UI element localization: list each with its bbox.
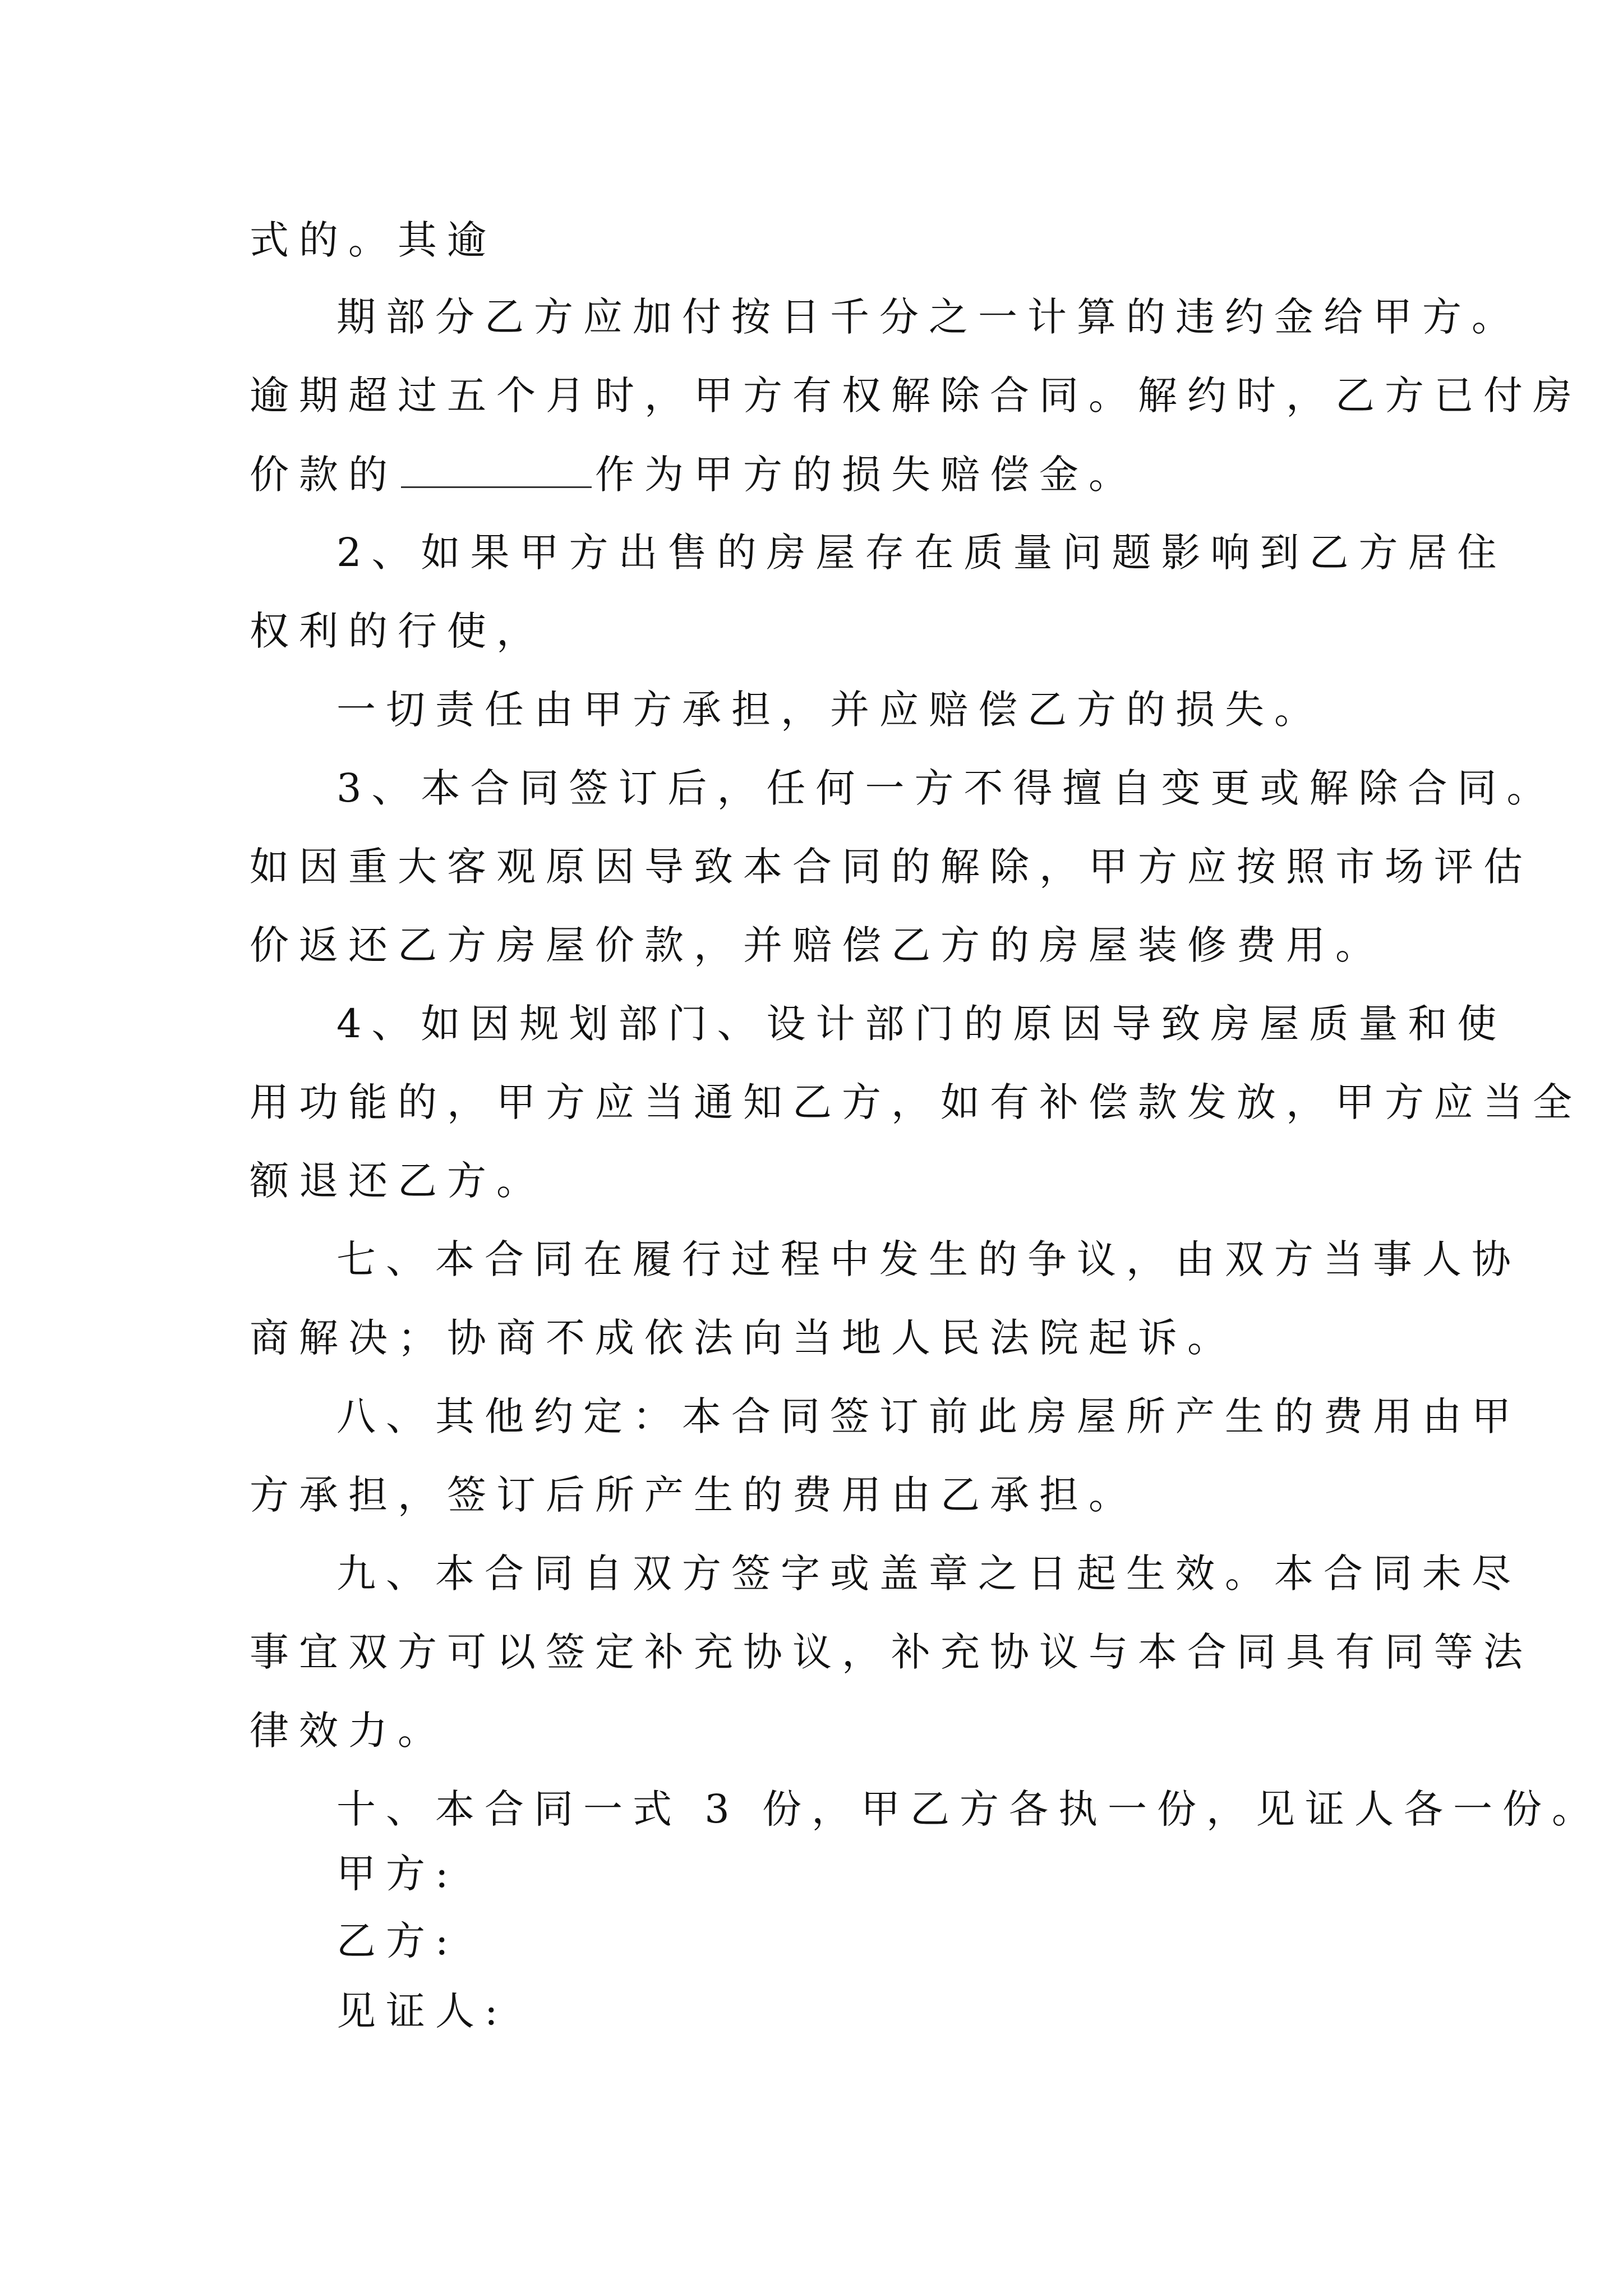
text-line: 3、本合同签订后，任何一方不得擅自变更或解除合同。 — [336, 765, 1556, 811]
text-line: 商解决；协商不成依法向当地人民法院起诉。 — [250, 1315, 1237, 1361]
text-line: 额退还乙方。 — [250, 1158, 546, 1204]
text-line: 逾期超过五个月时，甲方有权解除合同。解约时，乙方已付房 — [250, 372, 1582, 418]
text-line: 价返还乙方房屋价款，并赔偿乙方的房屋装修费用。 — [250, 922, 1385, 968]
text-line: 如因重大客观原因导致本合同的解除，甲方应按照市场评估 — [250, 844, 1533, 890]
text-line: 事宜双方可以签定补充协议，补充协议与本合同具有同等法 — [250, 1629, 1533, 1675]
signature-witness: 见证人: — [336, 1988, 508, 2034]
text-line: 律效力。 — [250, 1708, 447, 1754]
signature-party-b: 乙方: — [336, 1918, 459, 1964]
text-line: 八、其他约定：本合同签订前此房屋所产生的费用由甲 — [336, 1393, 1521, 1439]
text-line: 七、本合同在履行过程中发生的争议，由双方当事人协 — [336, 1236, 1521, 1282]
text-line: 4、如因规划部门、设计部门的原因导致房屋质量和使 — [336, 1001, 1507, 1047]
text-line: 九、本合同自双方签字或盖章之日起生效。本合同未尽 — [336, 1550, 1521, 1596]
text-line: 2、如果甲方出售的房屋存在质量问题影响到乙方居住 — [336, 530, 1507, 576]
text-line-with-blank — [250, 452, 1138, 497]
text-line: 方承担，签订后所产生的费用由乙承担。 — [250, 1472, 1138, 1518]
blank-underline — [401, 452, 592, 488]
text-line: 式的。其逾 — [250, 217, 496, 263]
text-fragment: 作为甲方的损失赔偿金。 — [595, 452, 1138, 498]
text-line: 用功能的，甲方应当通知乙方，如有补偿款发放，甲方应当全 — [250, 1079, 1582, 1125]
text-line: 期部分乙方应加付按日千分之一计算的违约金给甲方。 — [336, 294, 1521, 340]
text-fragment: 价款的 — [250, 452, 398, 498]
signature-party-a: 甲方: — [336, 1851, 459, 1897]
text-line: 一切责任由甲方承担，并应赔偿乙方的损失。 — [336, 687, 1324, 733]
text-line: 十、本合同一式 3 份，甲乙方各执一份，见证人各一份。 — [336, 1786, 1602, 1832]
text-line: 权利的行使， — [250, 608, 546, 654]
